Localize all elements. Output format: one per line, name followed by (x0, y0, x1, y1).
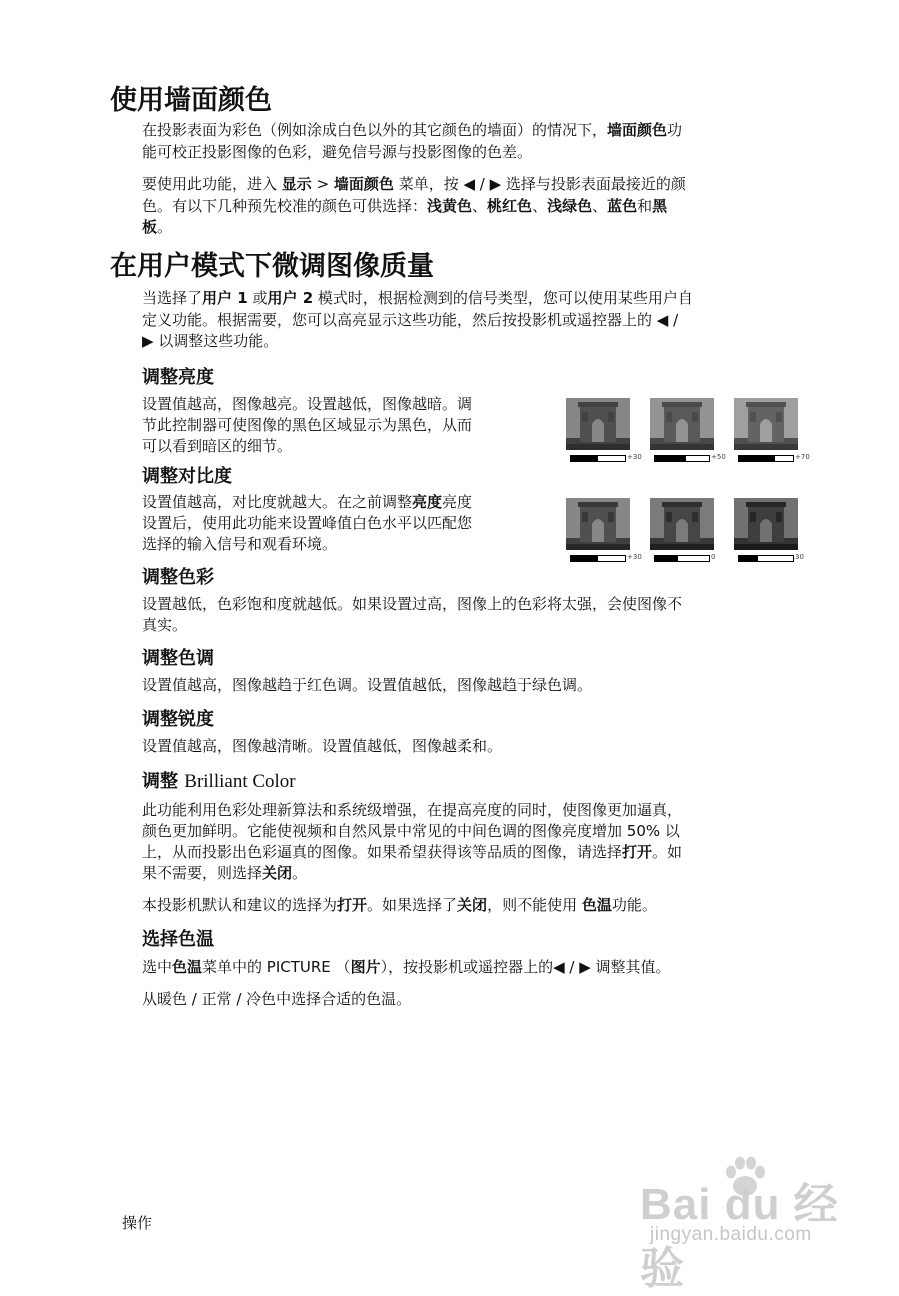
sample-slider (570, 455, 626, 462)
color-heading: 调整色彩 (142, 567, 214, 588)
sharpness-text: 设置值越高，图像越清晰。设置值越低，图像越柔和。 (142, 737, 503, 755)
slider-value-label: +30 (627, 553, 642, 561)
contrast-text: 设置值越高，对比度就越大。在之前调整亮度亮度 (142, 493, 473, 511)
wall-color-heading: 使用墙面颜色 (110, 85, 272, 116)
sample-photo (734, 398, 798, 450)
sample-thumbnail (566, 398, 642, 466)
color-temp-options-text: 从暖色 / 正常 / 冷色中选择合适的色温。 (142, 990, 412, 1008)
wall-color-text: 要使用此功能，进入 显示 > 墙面颜色 菜单，按 ◀ / ▶ 选择与投影表面最接近的颜 (142, 175, 686, 193)
brightness-samples (566, 398, 811, 466)
user-mode-heading: 在用户模式下微调图像质量 (110, 251, 434, 282)
contrast-samples (566, 498, 811, 566)
wall-color-text: 色。有以下几种预先校准的颜色可供选择：浅黄色、桃红色、浅绿色、蓝色和黑 (142, 197, 668, 215)
user-mode-text: 当选择了用户 1 或用户 2 模式时，根据检测到的信号类型，您可以使用某些用户自 (142, 289, 693, 307)
user-mode-text: 定义功能。根据需要，您可以高亮显示这些功能，然后按投影机或遥控器上的 ◀ / (142, 311, 679, 329)
watermark-url: jingyan.baidu.com (650, 1224, 812, 1245)
slider-value-label: +50 (711, 453, 726, 461)
slider-value-label: 0 (711, 553, 716, 561)
contrast-text: 选择的输入信号和观看环境。 (142, 535, 338, 553)
color-text: 设置越低，色彩饱和度就越低。如果设置过高，图像上的色彩将太强，会使图像不 (142, 595, 683, 613)
arch-photo-icon (566, 498, 630, 550)
user-mode-text: ▶ 以调整这些功能。 (142, 332, 279, 350)
sample-photo (566, 398, 630, 450)
arch-photo-icon (650, 498, 714, 550)
sample-thumbnail (566, 498, 642, 566)
slider-fill (571, 556, 598, 561)
arch-photo-icon (734, 498, 798, 550)
slider-fill (655, 556, 678, 561)
color-temp-heading: 选择色温 (142, 929, 214, 950)
baidu-jingyan-watermark (640, 1150, 870, 1293)
brightness-text: 节此控制器可使图像的黑色区域显示为黑色，从而 (142, 416, 473, 434)
page-footer-label: 操作 (122, 1214, 153, 1232)
sample-slider (654, 455, 710, 462)
arch-photo-icon (650, 398, 714, 450)
tint-text: 设置值越高，图像越趋于红色调。设置值越低，图像越趋于绿色调。 (142, 676, 593, 694)
contrast-heading: 调整对比度 (142, 466, 232, 487)
sample-slider (738, 555, 794, 562)
wall-color-text: 能可校正投影图像的色彩，避免信号源与投影图像的色差。 (142, 143, 533, 161)
sample-thumbnail (734, 398, 810, 466)
brilliant-color-text: 此功能利用色彩处理新算法和系统级增强，在提高亮度的同时，使图像更加逼真， (142, 801, 683, 819)
brilliant-color-heading: 调整 Brilliant Color (142, 771, 296, 792)
tint-heading: 调整色调 (142, 648, 214, 669)
contrast-text: 设置后，使用此功能来设置峰值白色水平以匹配您 (142, 514, 473, 532)
watermark-brand: Bai du 经验 (640, 1180, 839, 1293)
sample-photo (734, 498, 798, 550)
slider-value-label: 30 (795, 553, 804, 561)
brilliant-color-text: 颜色更加鲜明。它能使视频和自然风景中常见的中间色调的图像亮度增加 50% 以 (142, 822, 680, 840)
brilliant-color-default-text: 本投影机默认和建议的选择为打开。如果选择了关闭，则不能使用 色温功能。 (142, 896, 657, 914)
sample-photo (650, 498, 714, 550)
brightness-text: 设置值越高，图像越亮。设置越低，图像越暗。调 (142, 395, 473, 413)
sample-thumbnail (650, 498, 714, 566)
slider-fill (739, 456, 775, 461)
sample-slider (738, 455, 794, 462)
slider-value-label: +30 (627, 453, 642, 461)
brightness-heading: 调整亮度 (142, 367, 214, 388)
brilliant-color-text: 上，从而投影出色彩逼真的图像。如果希望获得该等品质的图像，请选择打开。如 (142, 843, 683, 861)
wall-color-text: 在投影表面为彩色（例如涂成白色以外的其它颜色的墙面）的情况下，墙面颜色功 (142, 121, 683, 139)
arch-photo-icon (566, 398, 630, 450)
sample-thumbnail (734, 498, 804, 566)
sample-slider (654, 555, 710, 562)
slider-fill (571, 456, 598, 461)
arch-photo-icon (734, 398, 798, 450)
sample-photo (650, 398, 714, 450)
slider-value-label: +70 (795, 453, 810, 461)
color-text: 真实。 (142, 616, 188, 634)
sample-photo (566, 498, 630, 550)
slider-fill (739, 556, 758, 561)
color-temp-text: 选中色温菜单中的 PICTURE （图片），按投影机或遥控器上的◀ / ▶ 调整其值。 (142, 958, 671, 976)
sample-thumbnail (650, 398, 726, 466)
wall-color-text: 板。 (142, 218, 173, 236)
brilliant-color-text: 果不需要，则选择关闭。 (142, 864, 308, 882)
sharpness-heading: 调整锐度 (142, 709, 214, 730)
brightness-text: 可以看到暗区的细节。 (142, 437, 293, 455)
sample-slider (570, 555, 626, 562)
slider-fill (655, 456, 686, 461)
